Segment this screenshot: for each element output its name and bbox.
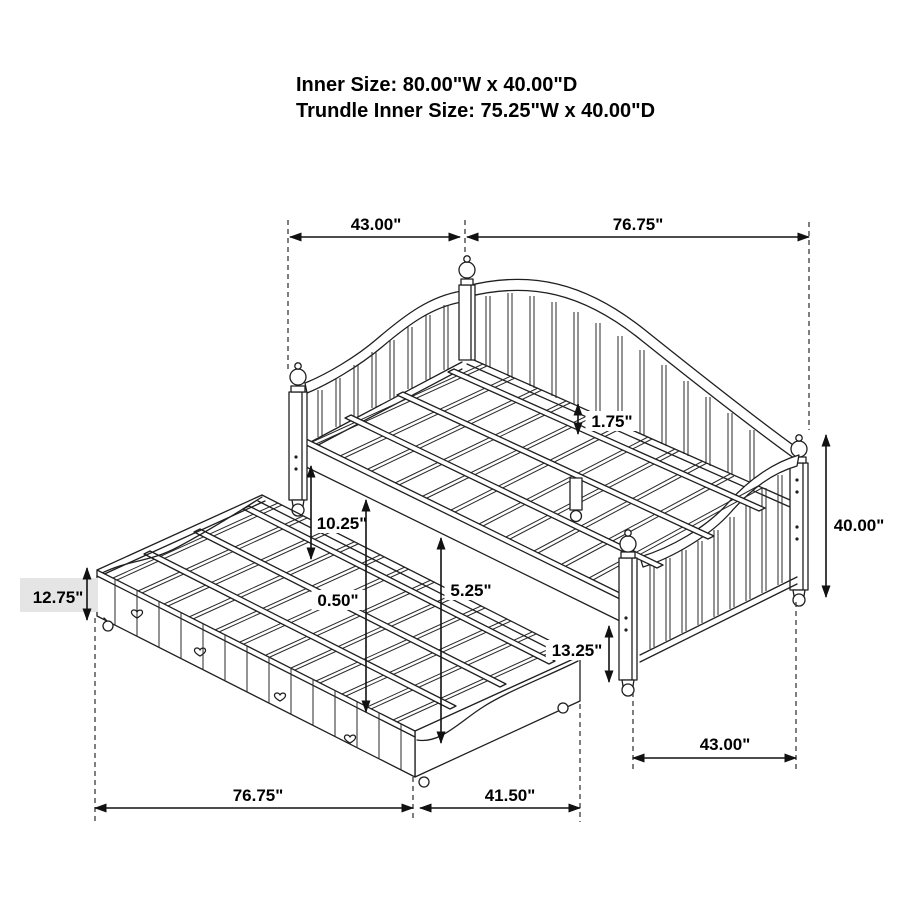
- finial-ball: [459, 262, 475, 278]
- dimension-trundle-width: [95, 785, 413, 808]
- dimension-label-trundle-height: 12.75": [32, 588, 84, 607]
- dimension-label-trundle-clearance: 5.25": [450, 581, 492, 600]
- finial-ball: [620, 536, 636, 552]
- trundle-front-panel: [97, 570, 415, 777]
- daybed: [289, 256, 808, 696]
- dimension-label-back-width: 76.75": [612, 215, 664, 234]
- ball-foot: [571, 511, 582, 522]
- trundle-left-curved-rail: [100, 497, 262, 574]
- trundle-inner-size-text: Trundle Inner Size: 75.25"W x 40.00"D: [296, 100, 656, 122]
- post-front-left: [289, 363, 307, 516]
- foot-panel-slats: [650, 475, 782, 649]
- ball-foot: [622, 684, 634, 696]
- ball-foot: [292, 504, 304, 516]
- post-front-right: [619, 530, 637, 696]
- caster: [558, 703, 568, 713]
- trundle-rail-3: [243, 506, 555, 664]
- deck-slats: [312, 364, 762, 580]
- center-support-leg: [570, 478, 582, 522]
- dimension-head-end-depth: [290, 214, 460, 237]
- back-bottom-rail: [467, 357, 790, 507]
- inner-size-text: Inner Size: 80.00"W x 40.00"D: [296, 74, 578, 96]
- dimension-label-gap-half-inch: 0.50": [317, 591, 359, 610]
- dimension-overall-height: [826, 435, 890, 597]
- dimension-trundle-depth: [420, 785, 580, 808]
- dimension-back-width: [467, 214, 809, 237]
- finial-ball: [290, 369, 306, 385]
- dimension-label-leg-height: 13.25": [551, 641, 603, 660]
- dimension-foot-end-depth: [633, 734, 796, 758]
- dimension-label-slat-thickness: 1.75": [591, 412, 633, 431]
- caster: [419, 777, 429, 787]
- left-arm-top-rail: [305, 291, 462, 393]
- dimension-slat-thickness: [578, 404, 639, 434]
- dimension-label-overall-height: 40.00": [833, 516, 885, 535]
- dimension-label-trundle-depth: 41.50": [484, 786, 536, 805]
- dimension-label-trundle-width: 76.75": [232, 786, 284, 805]
- dimension-label-under-bed-clearance: 10.25": [316, 514, 368, 533]
- post-back-left: [459, 256, 475, 360]
- dimension-label-head-end-depth: 43.00": [350, 215, 402, 234]
- deck: [312, 364, 765, 580]
- dimension-label-foot-end-depth: 43.00": [699, 735, 751, 754]
- dimension-trundle-height: [20, 568, 98, 620]
- ball-foot: [793, 594, 805, 606]
- caster: [103, 621, 113, 631]
